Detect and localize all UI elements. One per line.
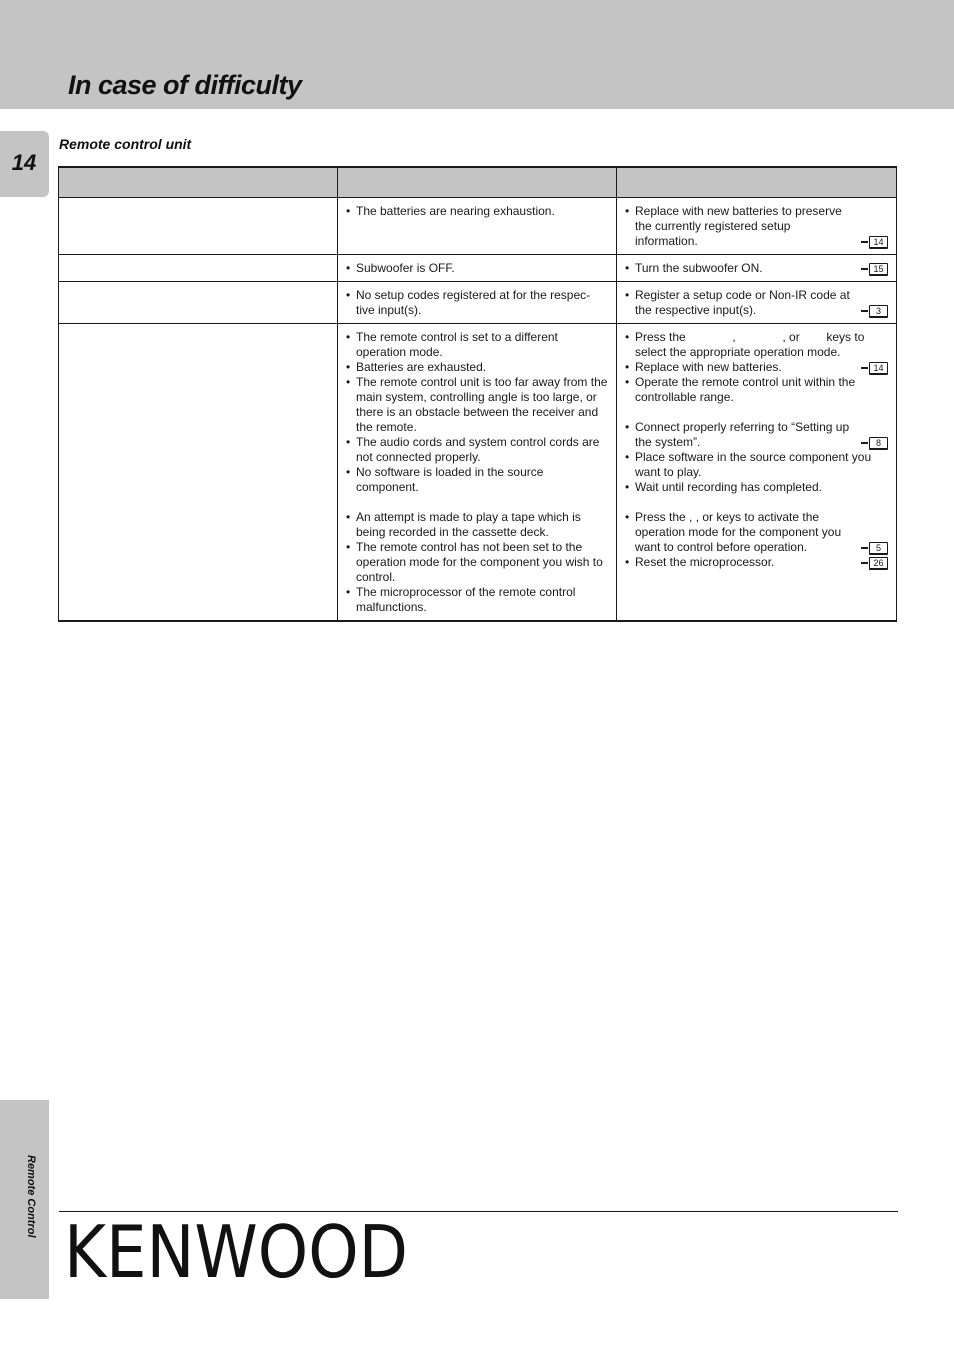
- remedy-list: [625, 330, 888, 570]
- item-text: The microprocessor of the remote control malfunctions.: [356, 584, 579, 614]
- remedy-list: [625, 261, 888, 276]
- reference-page-number: 8: [869, 437, 888, 450]
- cause-list: [346, 261, 608, 276]
- item-with-reference: [635, 420, 888, 450]
- item-text: • Turn the subwoofer ON.: [635, 260, 763, 275]
- item-text: Subwoofer is OFF.: [356, 260, 455, 275]
- header-cause: [338, 167, 617, 197]
- header-symptom: [59, 167, 338, 197]
- reference-page-number: 15: [869, 263, 888, 276]
- remedy-item: [625, 450, 888, 480]
- item-text: • Reset the microprocessor.: [635, 554, 775, 569]
- item-text: • Press the , , or keys to activate the operation mode for the component you want to control before operation.: [635, 509, 842, 554]
- cause-item: [346, 374, 611, 435]
- remedy-cell: [617, 197, 897, 254]
- page-number: 14: [11, 150, 37, 175]
- item-text: The batteries are nearing exhaustion.: [356, 203, 555, 218]
- reference-arrow-icon: [861, 547, 868, 549]
- item-text: Press the , , or keys to select the appropriate operation mode.: [635, 329, 868, 359]
- table-header-row: [59, 167, 897, 197]
- cause-item: [346, 465, 608, 495]
- symptom-cell: [59, 281, 338, 323]
- cause-item: [346, 540, 608, 585]
- remedy-item: [625, 204, 888, 249]
- cause-cell: [338, 281, 617, 323]
- item-with-reference: [635, 288, 888, 318]
- troubleshooting-table: [58, 166, 897, 622]
- symptom-cell: [59, 323, 338, 621]
- item-text: No setup codes registered at for the respec-tive input(s).: [356, 287, 591, 317]
- remedy-cell: [617, 281, 897, 323]
- item-text: Batteries are exhausted.: [356, 359, 487, 374]
- reference-page-number: 14: [869, 236, 888, 249]
- reference-arrow-icon: [861, 310, 868, 312]
- reference-arrow-icon: [861, 367, 868, 369]
- reference-page-number: 5: [869, 542, 888, 555]
- remedy-item: [625, 261, 888, 276]
- cause-item: [346, 204, 608, 219]
- kenwood-logo-text: KENWOOD: [64, 1210, 408, 1294]
- table-row: [59, 254, 897, 281]
- item-with-reference: [635, 360, 888, 375]
- cause-cell: [338, 323, 617, 621]
- reference-arrow-icon: [861, 442, 868, 444]
- remedy-item: [625, 360, 888, 375]
- cause-item: [346, 330, 608, 360]
- page-reference-icon: [861, 437, 888, 450]
- cause-item: [346, 510, 608, 540]
- item-text: The audio cords and system control cords are not connected properly.: [356, 434, 603, 464]
- remedy-item: [625, 555, 888, 570]
- cause-item: [346, 360, 608, 375]
- reference-arrow-icon: [861, 268, 868, 270]
- cause-item: [346, 585, 608, 615]
- remedy-item: [625, 375, 888, 405]
- remedy-item: [625, 480, 888, 495]
- page-reference-icon: [861, 542, 888, 555]
- reference-arrow-icon: [861, 241, 868, 243]
- side-tab-label: Remote Control: [25, 1155, 37, 1238]
- item-text: • Connect properly referring to “Setting up the system”.: [635, 419, 850, 449]
- reference-page-number: 3: [869, 305, 888, 318]
- item-text: • Replace with new batteries.: [635, 359, 782, 374]
- symptom-cell: [59, 254, 338, 281]
- item-text: The remote control unit is too far away from the main system, controlling angle is too large, or there is an obstacle between the receiver and the remote.: [356, 374, 611, 434]
- page-reference-icon: [861, 305, 888, 318]
- item-text: Wait until recording has completed.: [635, 479, 822, 494]
- item-text: • Replace with new batteries to preserve the currently registered setup information.: [635, 203, 842, 248]
- page-reference-icon: [861, 236, 888, 249]
- page-reference-icon: [861, 362, 888, 375]
- item-with-reference: [635, 555, 888, 570]
- cause-list: [346, 329, 611, 615]
- reference-page-number: 14: [869, 362, 888, 375]
- item-text: No software is loaded in the source component.: [356, 464, 547, 494]
- page-reference-icon: [861, 557, 888, 570]
- item-text: The remote control is set to a different operation mode.: [356, 329, 562, 359]
- cause-item: [346, 435, 608, 465]
- item-text: An attempt is made to play a tape which is being recorded in the cassette deck.: [356, 509, 585, 539]
- table-row: [59, 281, 897, 323]
- remedy-cell: [617, 323, 897, 621]
- remedy-list: [625, 204, 888, 249]
- item-with-reference: [635, 261, 888, 276]
- remedy-item: [625, 330, 888, 360]
- remedy-item: [625, 288, 888, 318]
- item-text: The remote control has not been set to the operation mode for the component you wish to control.: [356, 539, 607, 584]
- item-text: Operate the remote control unit within the controllable range.: [635, 374, 859, 404]
- cause-cell: [338, 197, 617, 254]
- table-row: [59, 323, 897, 621]
- section-heading: Remote control unit: [59, 136, 192, 152]
- header-remedy: [617, 167, 897, 197]
- page-reference-icon: [861, 263, 888, 276]
- remedy-cell: [617, 254, 897, 281]
- cause-list: [346, 204, 608, 219]
- remedy-item: [625, 510, 888, 555]
- page-title: In case of difficulty: [68, 70, 302, 100]
- cause-cell: [338, 254, 617, 281]
- table-row: [59, 197, 897, 254]
- cause-item: [346, 288, 608, 318]
- reference-arrow-icon: [861, 562, 868, 564]
- item-text: • Register a setup code or Non-IR code at the respective input(s).: [635, 287, 850, 317]
- cause-list: [346, 288, 608, 318]
- remedy-item: [625, 420, 888, 450]
- symptom-cell: [59, 197, 338, 254]
- kenwood-logo: [64, 1210, 410, 1294]
- remedy-list: [625, 288, 888, 318]
- item-text: Place software in the source component you want to play.: [635, 449, 875, 479]
- cause-item: [346, 261, 608, 276]
- item-with-reference: [635, 510, 888, 555]
- reference-page-number: 26: [869, 557, 888, 570]
- item-with-reference: [635, 204, 888, 249]
